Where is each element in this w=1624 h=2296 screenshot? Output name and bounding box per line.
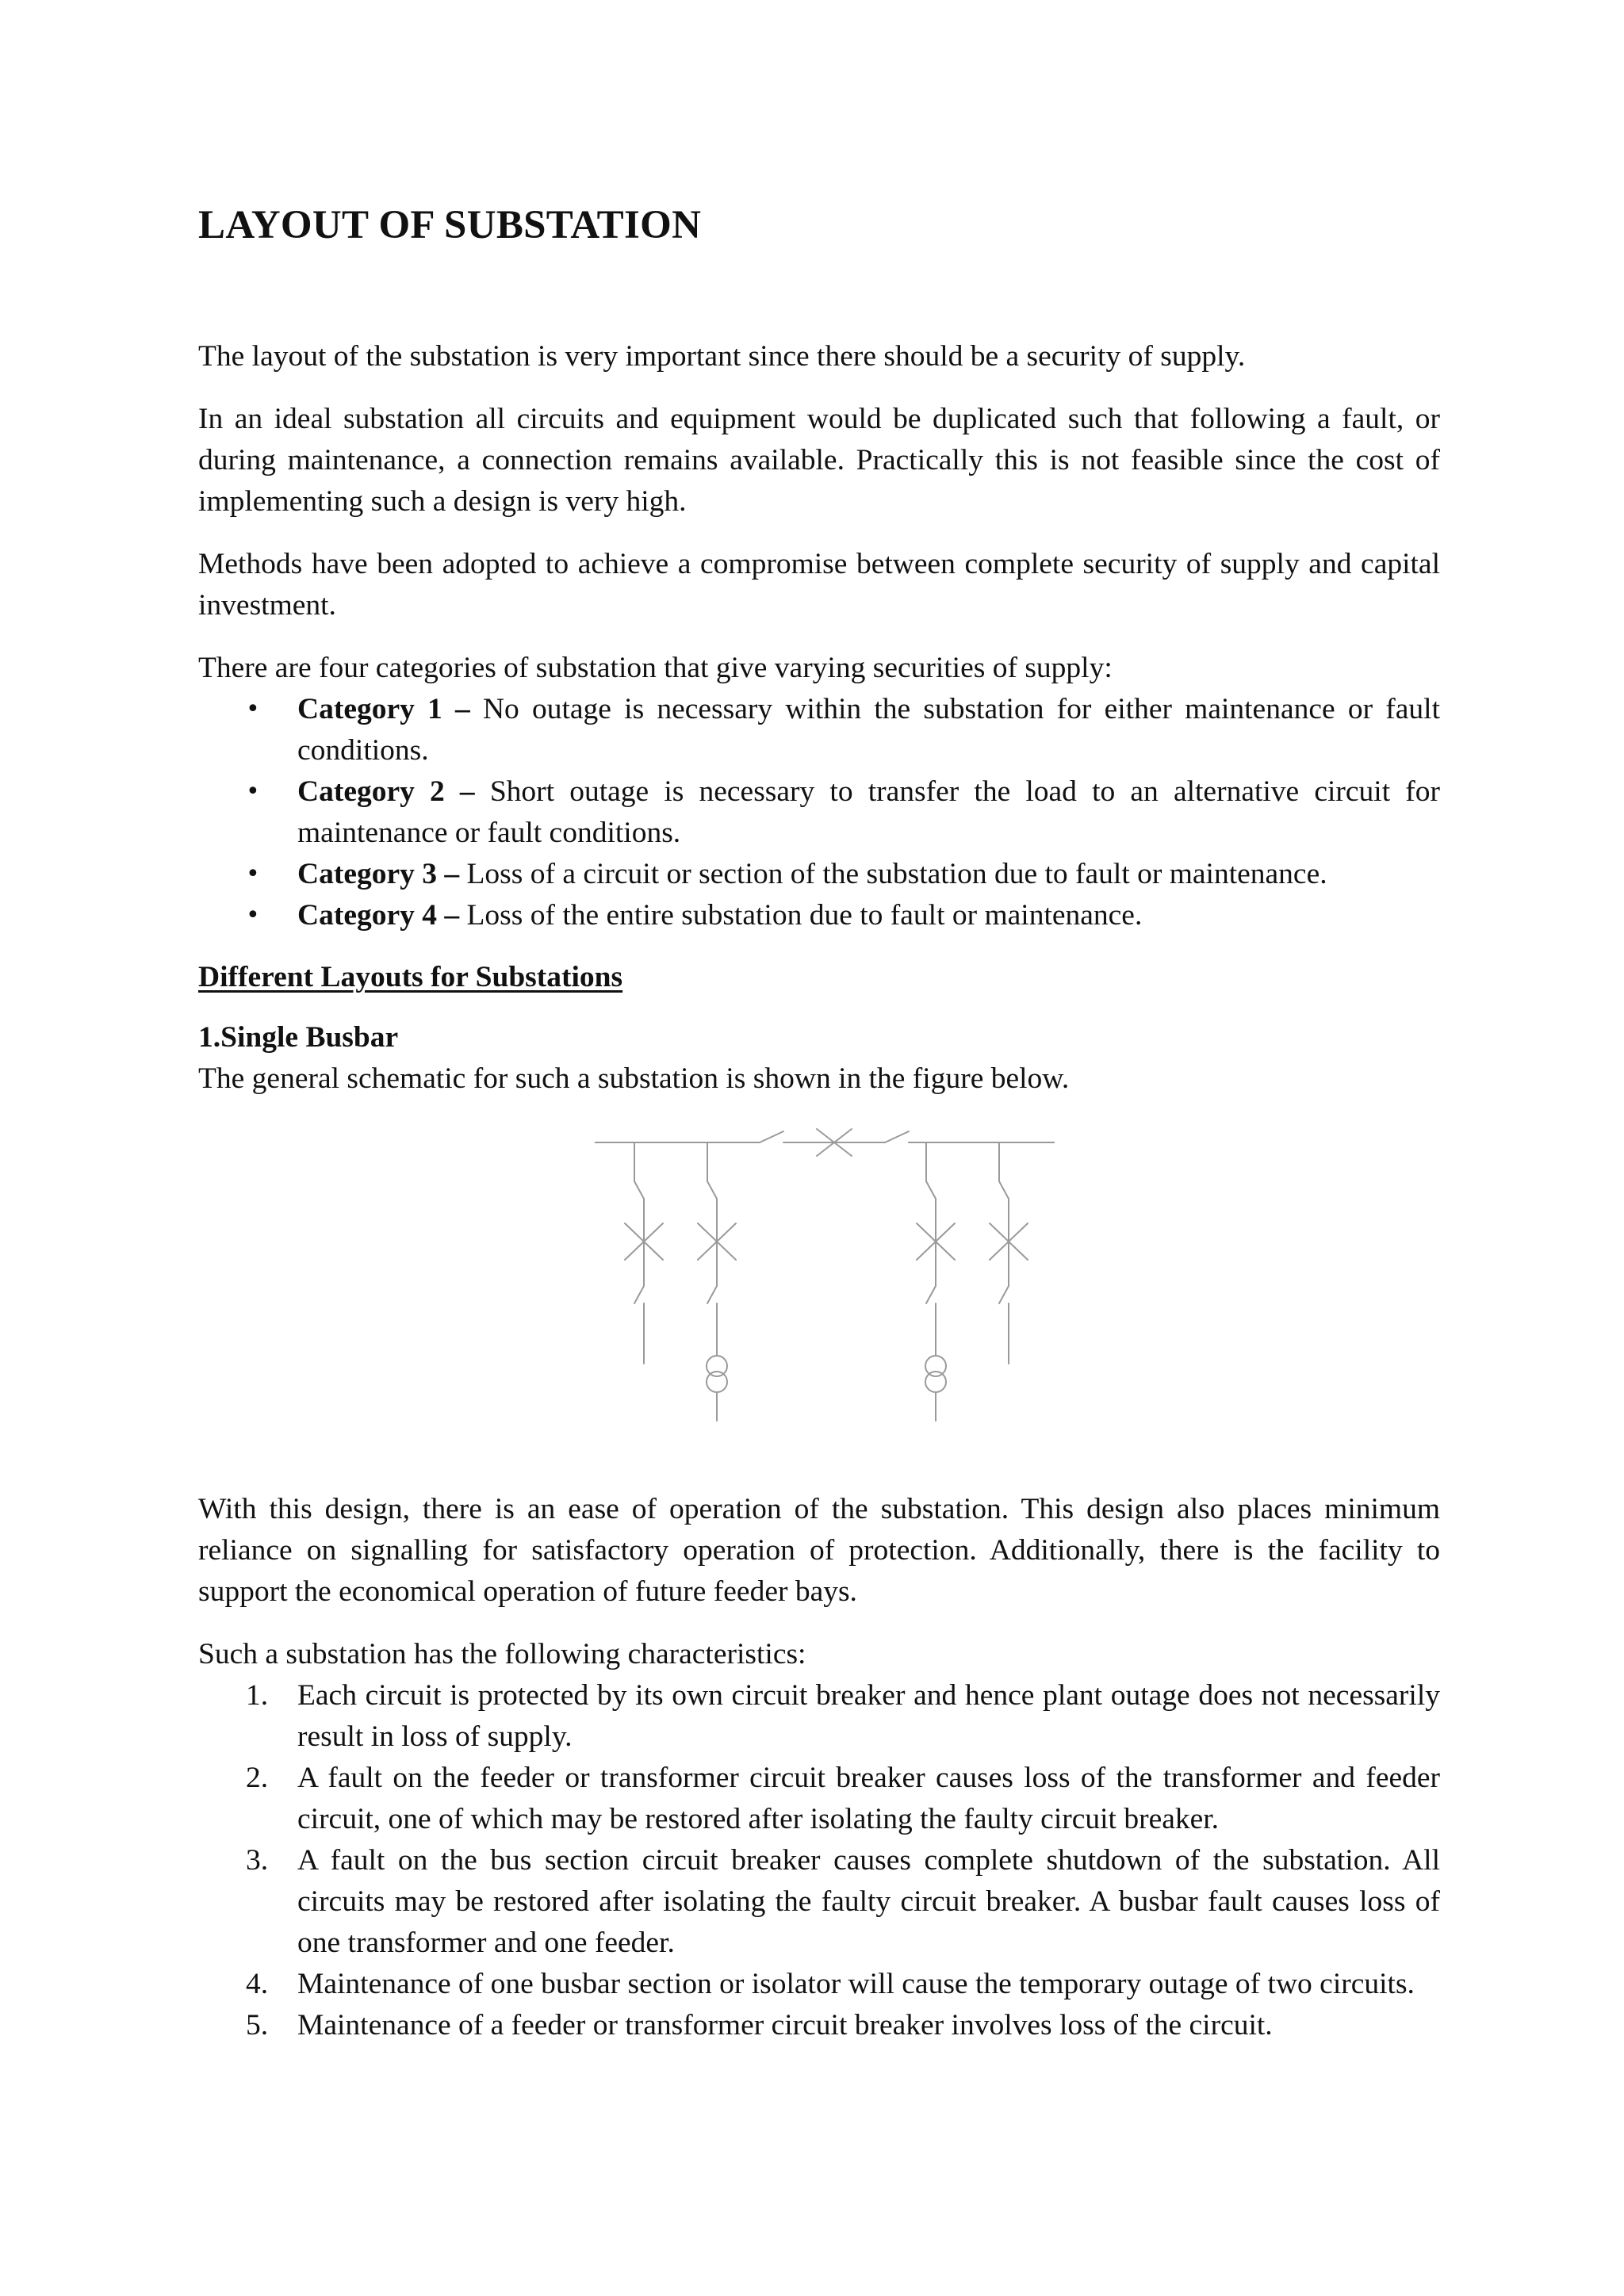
transformer-1-isolator (707, 1181, 717, 1199)
feeder-1-isolator-lower (634, 1286, 644, 1303)
item-text: A fault on the feeder or transformer circuit breaker causes loss of the transformer and feeder circuit, one of which may be restored after isolating the faulty circuit breaker. (297, 1762, 1440, 1835)
characteristic-item (198, 2005, 1440, 2046)
single-busbar-schematic (595, 1110, 1055, 1443)
category-text: Short outage is necessary to transfer the load to an alternative circuit for maintenance or fault conditions. (297, 775, 1441, 849)
item-number: 1. (246, 1679, 269, 1712)
section-intro: The general schematic for such a substation is shown in the figure below. (198, 1062, 1070, 1095)
category-item (198, 771, 1440, 854)
category-label: Category 1 – (297, 693, 470, 725)
item-number: 5. (246, 2009, 269, 2042)
transformer-2-isolator-lower (926, 1286, 936, 1303)
category-text: No outage is necessary within the substation for either maintenance or fault conditions. (297, 693, 1440, 767)
section-title-single-busbar: 1.Single Busbar (198, 1021, 399, 1054)
paragraph-3: Methods have been adopted to achieve a compromise between complete security of supply and capital investment. (198, 548, 1440, 622)
category-label: Category 3 – (297, 858, 460, 890)
characteristic-item (198, 1840, 1440, 1964)
paragraph-2: In an ideal substation all circuits and equipment would be duplicated such that following a fault, or during maintenance, a connection remains available. Practically this is not feasible since the cost of implementing such a design is very high. (198, 403, 1440, 518)
category-item (198, 689, 1440, 771)
category-item (198, 895, 1440, 936)
bus-isolator-right (885, 1131, 909, 1142)
after-figure-section (198, 1489, 1440, 2046)
item-number: 4. (246, 1968, 269, 2000)
schematic-lines (595, 1129, 1055, 1421)
characteristic-item (198, 1964, 1440, 2005)
characteristics-list (198, 1675, 1440, 2046)
transformer-2-isolator (926, 1181, 936, 1199)
characteristics-intro: Such a substation has the following characteristics: (198, 1638, 806, 1670)
intro-section (198, 336, 1440, 1100)
bullet-icon: • (246, 860, 260, 888)
characteristic-item (198, 1675, 1440, 1758)
transformer-1-winding-lower (707, 1372, 727, 1392)
transformer-2-winding-upper (925, 1356, 946, 1376)
item-text: Maintenance of one busbar section or isolator will cause the temporary outage of two circuits. (297, 1968, 1415, 2000)
item-number: 2. (246, 1762, 269, 1794)
transformer-2-winding-lower (925, 1372, 946, 1392)
item-text: Each circuit is protected by its own circuit breaker and hence plant outage does not necessarily result in loss of supply. (297, 1679, 1440, 1753)
category-label: Category 2 – (297, 775, 475, 808)
category-item (198, 854, 1440, 895)
characteristic-item (198, 1758, 1440, 1840)
item-number: 3. (246, 1844, 269, 1877)
item-text: Maintenance of a feeder or transformer circuit breaker involves loss of the circuit. (297, 2009, 1273, 2042)
page-title: LAYOUT OF SUBSTATION (198, 203, 702, 247)
transformer-1-winding-upper (707, 1356, 727, 1376)
feeder-2-isolator-lower (999, 1286, 1009, 1303)
bullet-icon: • (246, 778, 260, 806)
bus-isolator-left (760, 1131, 783, 1142)
feeder-1-isolator (634, 1181, 644, 1199)
bullet-icon: • (246, 695, 260, 723)
paragraph-1: The layout of the substation is very important since there should be a security of supply. (198, 340, 1246, 373)
design-paragraph: With this design, there is an ease of operation of the substation. This design also places minimum reliance on signalling for satisfactory operation of protection. Additionally, there is the facility to support the economical operation of future feeder bays. (198, 1493, 1440, 1608)
feeder-2-isolator (999, 1181, 1009, 1199)
category-text: Loss of the entire substation due to fault or maintenance. (459, 899, 1143, 932)
item-text: A fault on the bus section circuit breaker causes complete shutdown of the substation. All circuits may be restored after isolating the faulty circuit breaker. A busbar fault causes loss of one transformer and one feeder. (297, 1844, 1440, 1959)
layouts-subheading: Different Layouts for Substations (198, 961, 623, 993)
bullet-icon: • (246, 901, 260, 929)
category-text: Loss of a circuit or section of the substation due to fault or maintenance. (459, 858, 1327, 890)
transformer-1-isolator-lower (707, 1286, 717, 1303)
category-label: Category 4 – (297, 899, 460, 932)
paragraph-4: There are four categories of substation that give varying securities of supply: (198, 652, 1113, 684)
category-list (198, 689, 1440, 936)
